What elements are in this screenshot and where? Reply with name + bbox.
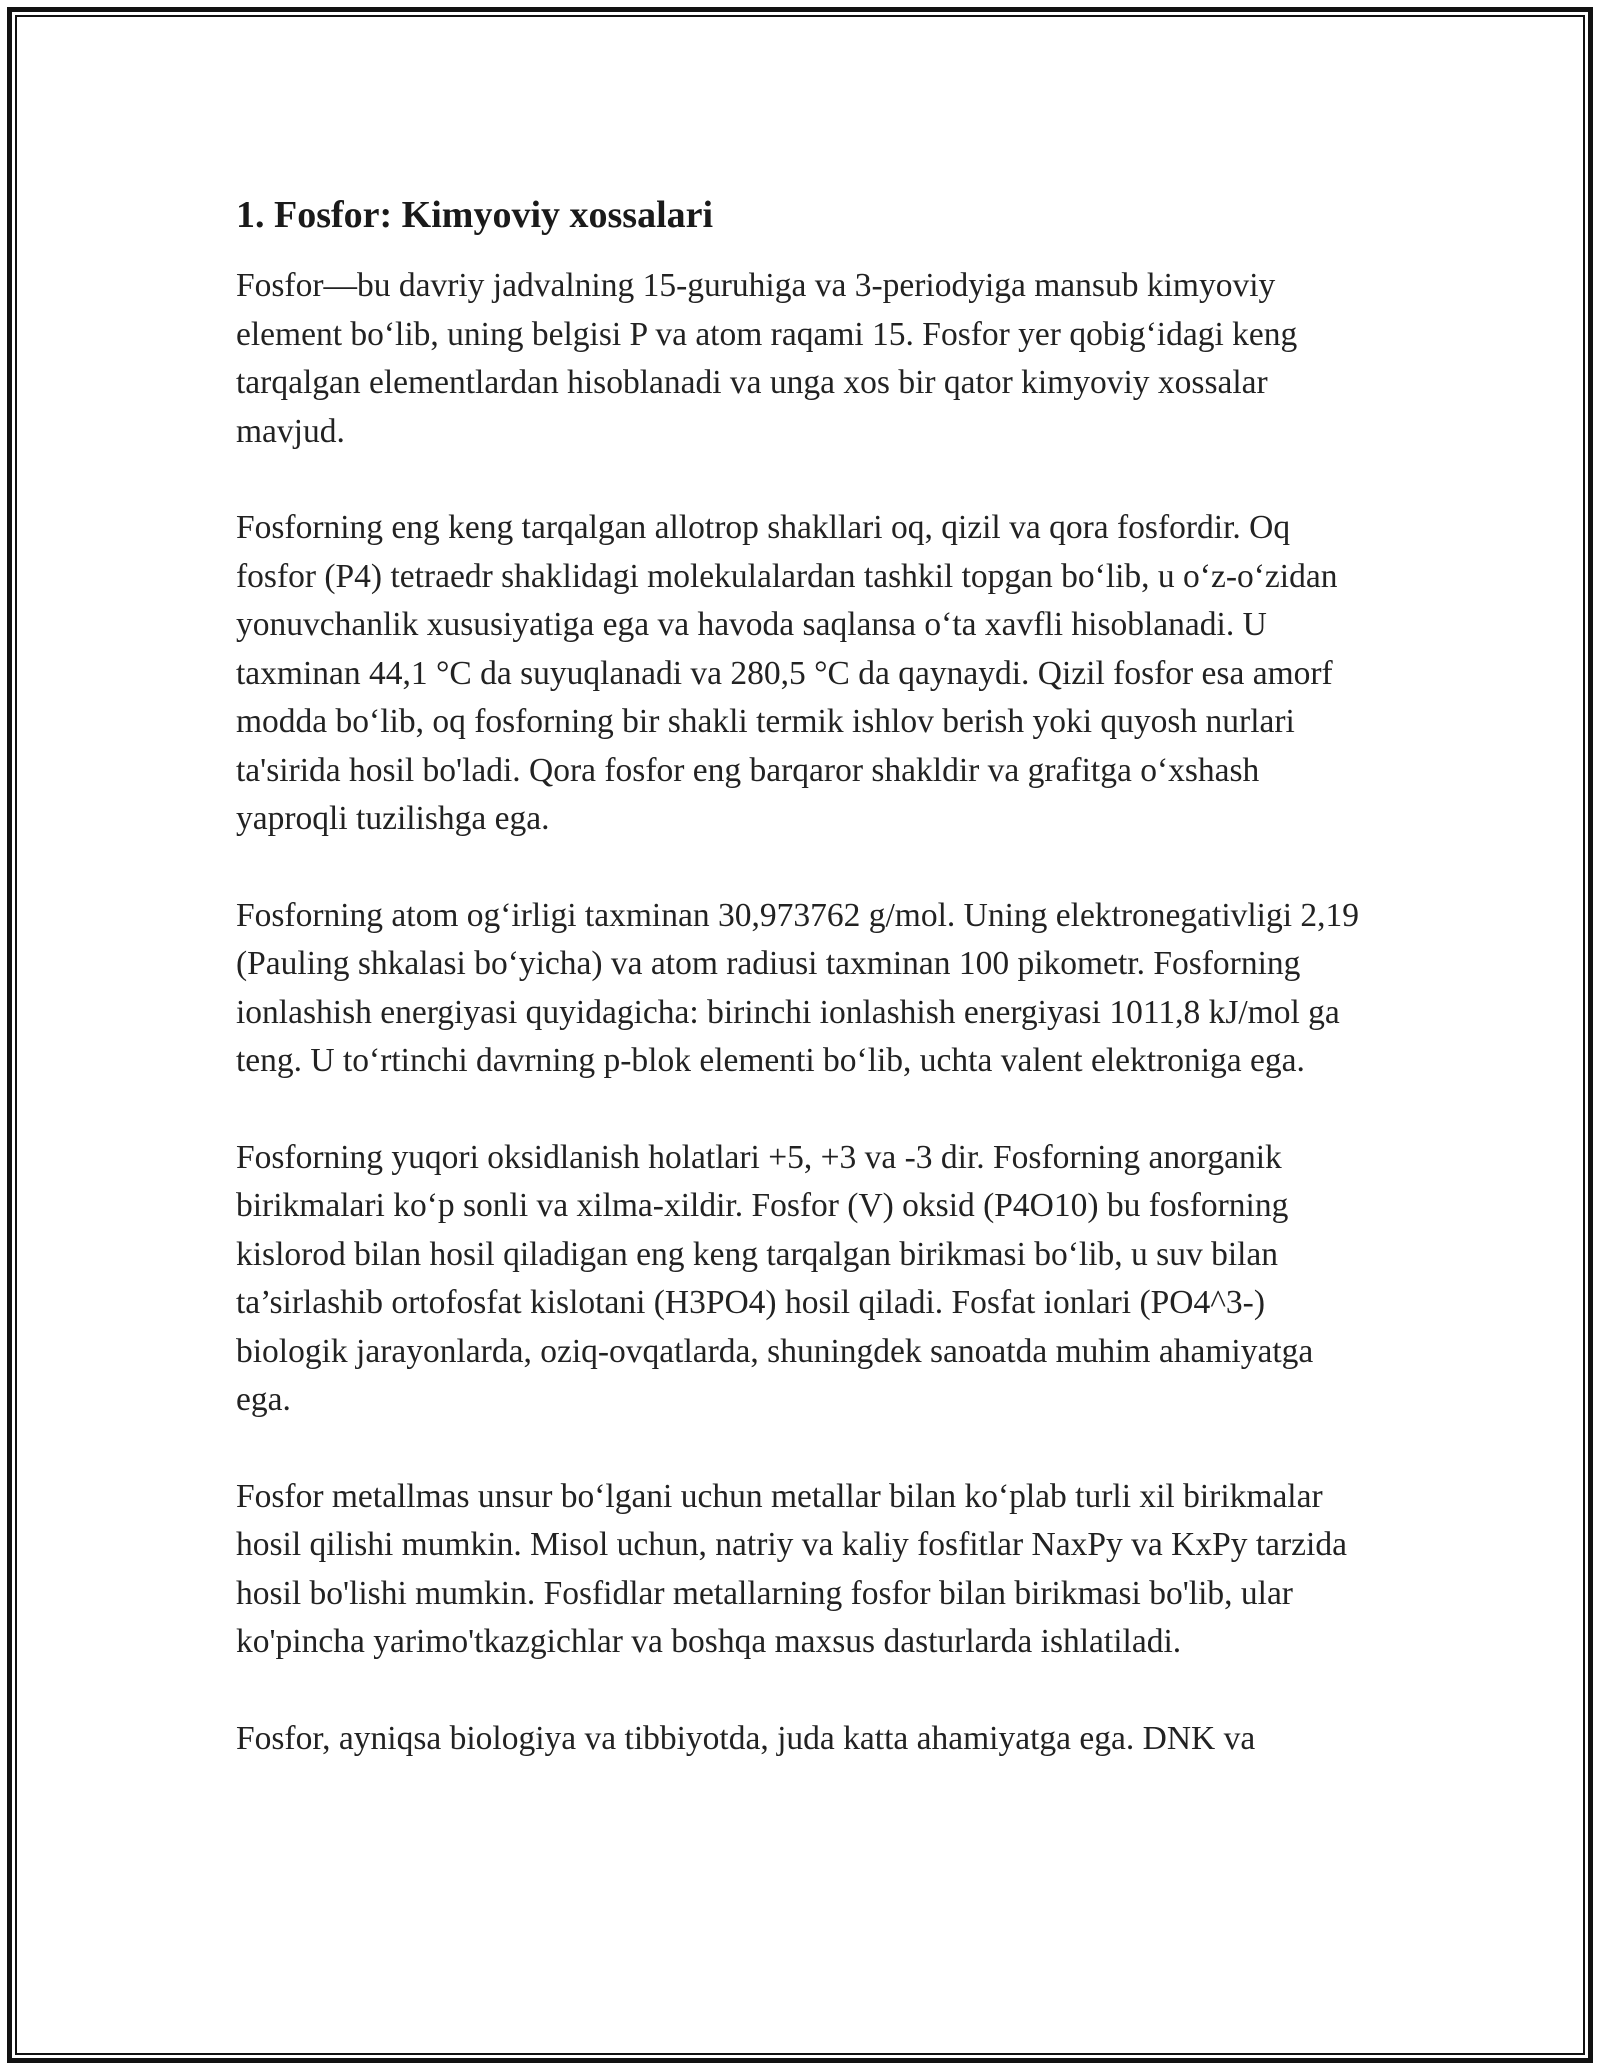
document-body [236, 190, 1366, 1763]
paragraph-metal-compounds: Fosfor metallmas unsur bo‘lgani uchun metallar bilan ko‘plab turli xil birikmalar hosil qilishi mumkin. Misol uchun, natriy va kaliy fosfitlar NaxPy va KxPy tarzida hosil bo'lishi mumkin. Fosfidlar metallarning fosfor bilan birikmasi bo'lib, ular ko'pincha yarimo'tkazgichlar va boshqa maxsus dasturlarda ishlatiladi. [236, 1477, 1347, 1660]
paragraph-atomic-properties: Fosforning atom og‘irligi taxminan 30,973762 g/mol. Uning elektronegativligi 2,19 (Pauling shkalasi bo‘yicha) va atom radiusi taxminan 100 pikometr. Fosforning ionlashish energiyasi quyidagicha: birinchi ionlashish energiyasi 1011,8 kJ/mol ga teng. U to‘rtinchi davrning p-blok elementi bo‘lib, uchta valent elektroniga ega. [236, 896, 1360, 1079]
paragraph-biology: Fosfor, ayniqsa biologiya va tibbiyotda, juda katta ahamiyatga ega. DNK va [236, 1719, 1256, 1757]
paragraph-intro: Fosfor—bu davriy jadvalning 15-guruhiga va 3-periodyiga mansub kimyoviy element bo‘lib, uning belgisi P va atom raqami 15. Fosfor yer qobig‘idagi keng tarqalgan elementlardan hisoblanadi va unga xos bir qator kimyoviy xossalar mavjud. [236, 267, 1298, 450]
paragraph-allotropes: Fosforning eng keng tarqalgan allotrop shakllari oq, qizil va qora fosfordir. Oq fosfor (P4) tetraedr shaklidagi molekulalardan tashkil topgan bo‘lib, u o‘z-o‘zidan yonuvchanlik xususiyatiga ega va havoda saqlansa o‘ta xavfli hisoblanadi. U taxminan 44,1 °C da suyuqlanadi va 280,5 °C da qaynaydi. Qizil fosfor esa amorf modda bo‘lib, oq fosforning bir shakli termik ishlov berish yoki quyosh nurlari ta'sirida hosil bo'ladi. Qora fosfor eng barqaror shakldir va grafitga o‘xshash yaproqli tuzilishga ega. [236, 509, 1338, 837]
section-heading: 1. Fosfor: Kimyoviy xossalari [236, 194, 714, 236]
paragraph-oxidation-states: Fosforning yuqori oksidlanish holatlari +5, +3 va -3 dir. Fosforning anorganik birikmalari ko‘p sonli va xilma-xildir. Fosfor (V) oksid (P4O10) bu fosforning kislorod bilan hosil qiladigan eng keng tarqalgan birikmasi bo‘lib, u suv bilan ta’sirlashib ortofosfat kislotani (H3PO4) hosil qiladi. Fosfat ionlari (PO4^3-) biologik jarayonlarda, oziq-ovqatlarda, shuningdek sanoatda muhim ahamiyatga ega. [236, 1138, 1314, 1418]
